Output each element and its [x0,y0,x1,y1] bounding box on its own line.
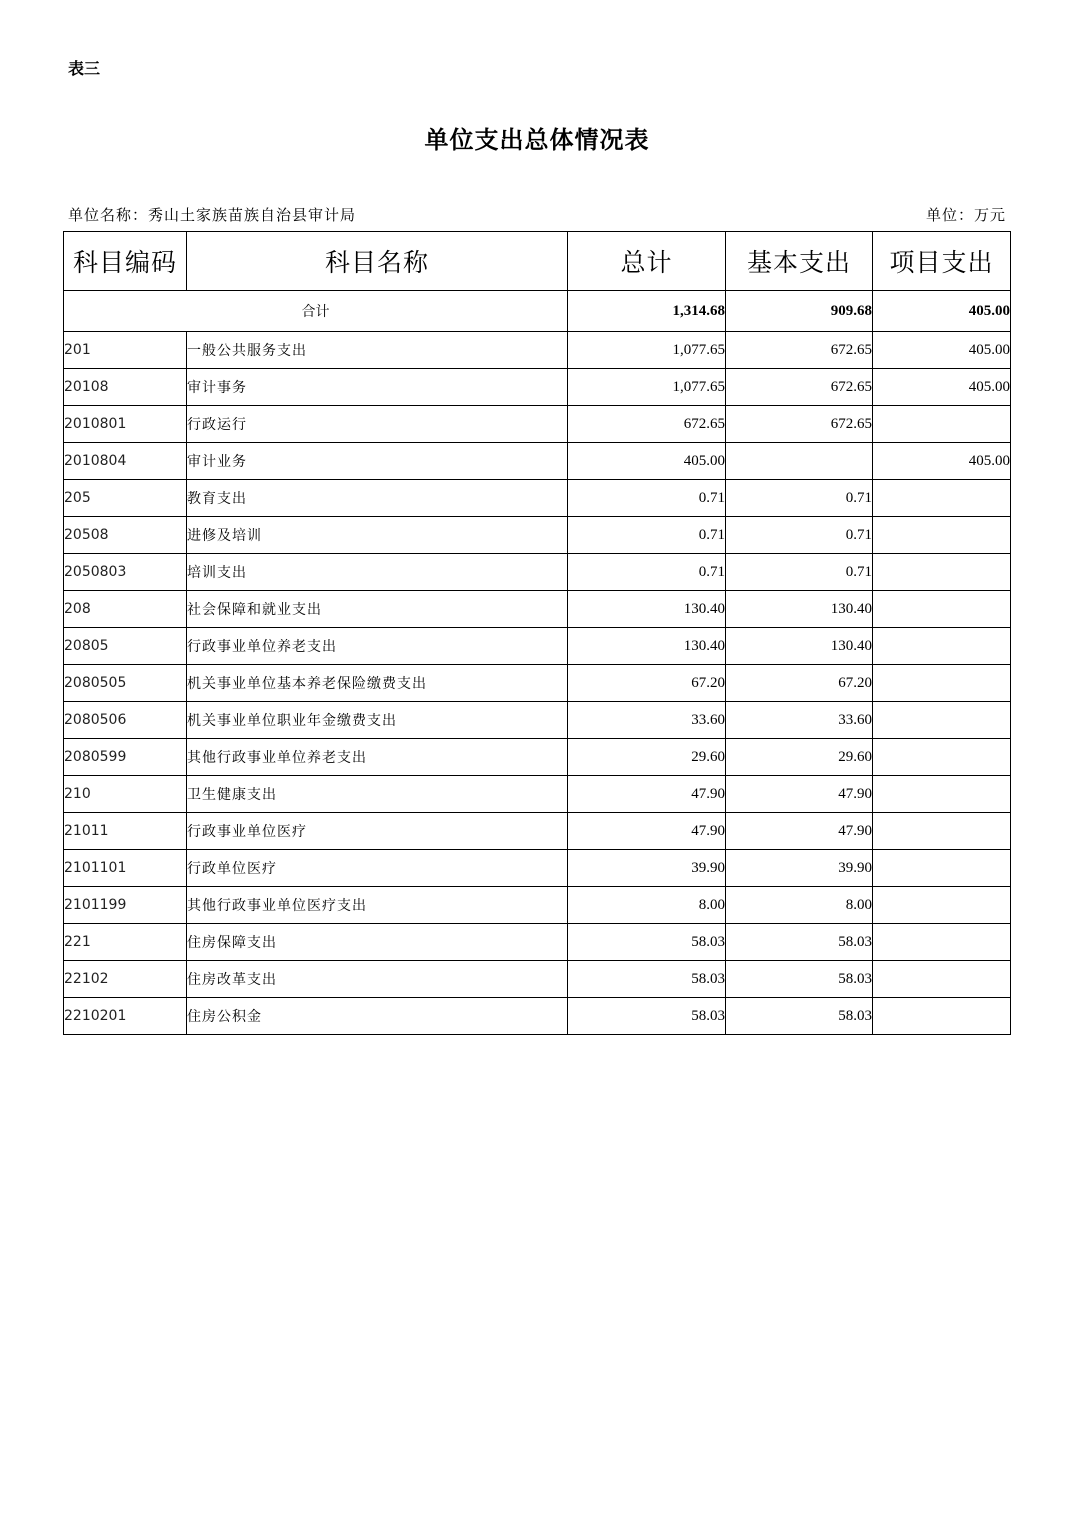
row-project [873,998,1011,1035]
total-row [64,291,1011,332]
total-project: 405.00 [873,291,1011,332]
row-name: 行政事业单位养老支出 [187,628,568,665]
row-basic: 58.03 [726,961,873,998]
row-basic: 0.71 [726,480,873,517]
row-total: 58.03 [568,924,726,961]
row-project [873,813,1011,850]
row-total: 8.00 [568,887,726,924]
row-basic: 67.20 [726,665,873,702]
row-project [873,961,1011,998]
table-row [64,665,1011,702]
row-name: 社会保障和就业支出 [187,591,568,628]
header-total: 总计 [568,232,726,291]
row-basic: 29.60 [726,739,873,776]
unit-measure-label: 单位：万元 [925,206,1006,224]
header-name: 科目名称 [187,232,568,291]
row-basic: 47.90 [726,776,873,813]
table-number-label: 表三 [68,59,101,78]
row-code: 2080599 [64,739,187,776]
table-row [64,443,1011,480]
row-project [873,665,1011,702]
row-code: 20108 [64,369,187,406]
row-basic: 130.40 [726,591,873,628]
table-row [64,628,1011,665]
row-total: 130.40 [568,591,726,628]
row-code: 20508 [64,517,187,554]
row-basic: 0.71 [726,554,873,591]
table-row [64,850,1011,887]
row-name: 进修及培训 [187,517,568,554]
table-row [64,702,1011,739]
table-row [64,924,1011,961]
row-basic: 58.03 [726,998,873,1035]
table-row [64,517,1011,554]
row-project [873,887,1011,924]
row-basic: 47.90 [726,813,873,850]
total-label: 合计 [64,291,568,332]
expenditure-table [63,231,1011,1035]
row-basic: 672.65 [726,332,873,369]
row-total: 0.71 [568,480,726,517]
table-row [64,591,1011,628]
row-name: 培训支出 [187,554,568,591]
row-total: 58.03 [568,961,726,998]
row-code: 2101101 [64,850,187,887]
header-project: 项目支出 [873,232,1011,291]
row-basic: 130.40 [726,628,873,665]
total-total: 1,314.68 [568,291,726,332]
row-code: 210 [64,776,187,813]
table-row [64,406,1011,443]
table-row [64,480,1011,517]
row-code: 2050803 [64,554,187,591]
table-row [64,739,1011,776]
row-project [873,850,1011,887]
row-project [873,554,1011,591]
row-project: 405.00 [873,369,1011,406]
row-total: 58.03 [568,998,726,1035]
page-title: 单位支出总体情况表 [424,125,650,154]
row-project [873,628,1011,665]
table-row [64,554,1011,591]
row-total: 29.60 [568,739,726,776]
row-total: 1,077.65 [568,369,726,406]
row-basic: 672.65 [726,369,873,406]
table-row [64,332,1011,369]
row-total: 405.00 [568,443,726,480]
row-name: 住房公积金 [187,998,568,1035]
table-row [64,998,1011,1035]
row-total: 67.20 [568,665,726,702]
row-code: 2010804 [64,443,187,480]
row-total: 47.90 [568,776,726,813]
row-project [873,517,1011,554]
table-row [64,776,1011,813]
row-code: 2010801 [64,406,187,443]
row-name: 行政事业单位医疗 [187,813,568,850]
row-code: 22102 [64,961,187,998]
row-project [873,591,1011,628]
row-code: 2080506 [64,702,187,739]
row-project [873,924,1011,961]
row-basic: 58.03 [726,924,873,961]
table-row [64,813,1011,850]
table-row [64,961,1011,998]
row-name: 一般公共服务支出 [187,332,568,369]
row-name: 住房保障支出 [187,924,568,961]
row-project: 405.00 [873,332,1011,369]
row-basic [726,443,873,480]
row-total: 1,077.65 [568,332,726,369]
header-code: 科目编码 [64,232,187,291]
table-row [64,369,1011,406]
row-code: 208 [64,591,187,628]
row-project [873,739,1011,776]
row-code: 205 [64,480,187,517]
row-code: 21011 [64,813,187,850]
row-code: 2210201 [64,998,187,1035]
row-code: 2080505 [64,665,187,702]
row-name: 教育支出 [187,480,568,517]
row-total: 672.65 [568,406,726,443]
row-total: 130.40 [568,628,726,665]
row-name: 行政运行 [187,406,568,443]
table-header-row [64,232,1011,291]
row-name: 卫生健康支出 [187,776,568,813]
row-basic: 0.71 [726,517,873,554]
row-code: 221 [64,924,187,961]
row-name: 审计事务 [187,369,568,406]
row-project [873,702,1011,739]
header-basic: 基本支出 [726,232,873,291]
row-name: 其他行政事业单位医疗支出 [187,887,568,924]
row-total: 39.90 [568,850,726,887]
total-basic: 909.68 [726,291,873,332]
row-code: 2101199 [64,887,187,924]
row-name: 审计业务 [187,443,568,480]
row-name: 行政单位医疗 [187,850,568,887]
row-total: 0.71 [568,554,726,591]
row-code: 201 [64,332,187,369]
row-code: 20805 [64,628,187,665]
row-project [873,480,1011,517]
row-basic: 672.65 [726,406,873,443]
row-name: 其他行政事业单位养老支出 [187,739,568,776]
row-basic: 33.60 [726,702,873,739]
row-project: 405.00 [873,443,1011,480]
unit-name-label: 单位名称：秀山土家族苗族自治县审计局 [68,206,357,224]
row-total: 33.60 [568,702,726,739]
row-basic: 8.00 [726,887,873,924]
row-project [873,406,1011,443]
row-total: 0.71 [568,517,726,554]
row-name: 机关事业单位职业年金缴费支出 [187,702,568,739]
row-name: 住房改革支出 [187,961,568,998]
row-total: 47.90 [568,813,726,850]
table-row [64,887,1011,924]
row-name: 机关事业单位基本养老保险缴费支出 [187,665,568,702]
row-basic: 39.90 [726,850,873,887]
row-project [873,776,1011,813]
